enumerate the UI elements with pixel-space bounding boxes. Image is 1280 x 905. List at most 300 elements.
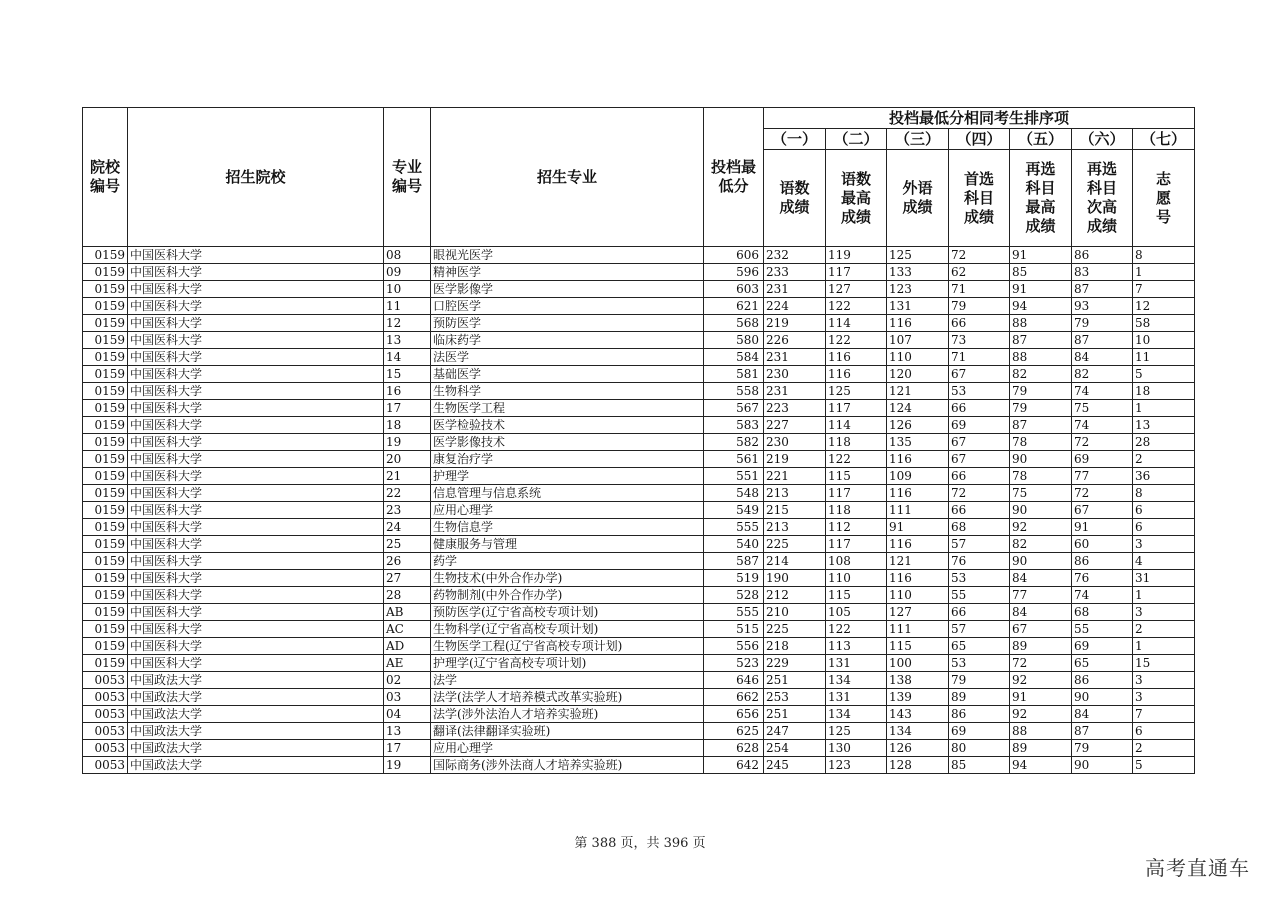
- school-name-cell: 中国医科大学: [128, 621, 384, 638]
- score-2-cell: 105: [826, 604, 887, 621]
- min-score-cell: 540: [704, 536, 764, 553]
- score-5-cell: 88: [1010, 349, 1072, 366]
- major-name-cell: 药物制剂(中外合作办学): [431, 587, 704, 604]
- school-name-cell: 中国政法大学: [128, 757, 384, 774]
- school-code-cell: 0159: [83, 655, 128, 672]
- score-3-cell: 139: [887, 689, 949, 706]
- score-6-cell: 90: [1072, 757, 1133, 774]
- score-1-cell: 231: [764, 383, 826, 400]
- school-code-cell: 0159: [83, 400, 128, 417]
- score-3-cell: 116: [887, 315, 949, 332]
- preference-cell: 3: [1133, 689, 1195, 706]
- score-2-cell: 122: [826, 298, 887, 315]
- score-1-cell: 230: [764, 434, 826, 451]
- score-1-cell: 245: [764, 757, 826, 774]
- score-5-cell: 94: [1010, 757, 1072, 774]
- major-name-cell: 口腔医学: [431, 298, 704, 315]
- min-score-cell: 596: [704, 264, 764, 281]
- header-major-code: 专业编号: [384, 108, 431, 247]
- major-code-cell: 04: [384, 706, 431, 723]
- score-5-cell: 92: [1010, 519, 1072, 536]
- score-6-cell: 74: [1072, 417, 1133, 434]
- major-name-cell: 法学(法学人才培养模式改革实验班): [431, 689, 704, 706]
- header-major-name: 招生专业: [431, 108, 704, 247]
- table-row: [83, 434, 1195, 451]
- major-name-cell: 生物科学(辽宁省高校专项计划): [431, 621, 704, 638]
- min-score-cell: 580: [704, 332, 764, 349]
- score-2-cell: 123: [826, 757, 887, 774]
- school-code-cell: 0159: [83, 281, 128, 298]
- school-name-cell: 中国医科大学: [128, 315, 384, 332]
- major-name-cell: 生物信息学: [431, 519, 704, 536]
- score-2-cell: 110: [826, 570, 887, 587]
- major-code-cell: AC: [384, 621, 431, 638]
- score-3-cell: 110: [887, 587, 949, 604]
- school-name-cell: 中国医科大学: [128, 570, 384, 587]
- score-2-cell: 113: [826, 638, 887, 655]
- preference-cell: 2: [1133, 740, 1195, 757]
- min-score-cell: 568: [704, 315, 764, 332]
- score-6-cell: 74: [1072, 587, 1133, 604]
- school-name-cell: 中国医科大学: [128, 366, 384, 383]
- school-code-cell: 0159: [83, 502, 128, 519]
- preference-cell: 18: [1133, 383, 1195, 400]
- major-code-cell: 13: [384, 332, 431, 349]
- score-4-cell: 66: [949, 502, 1010, 519]
- major-name-cell: 应用心理学: [431, 502, 704, 519]
- school-name-cell: 中国医科大学: [128, 383, 384, 400]
- score-2-cell: 117: [826, 264, 887, 281]
- score-5-cell: 94: [1010, 298, 1072, 315]
- school-code-cell: 0159: [83, 366, 128, 383]
- score-6-cell: 90: [1072, 689, 1133, 706]
- score-3-cell: 111: [887, 502, 949, 519]
- score-3-cell: 133: [887, 264, 949, 281]
- school-name-cell: 中国医科大学: [128, 485, 384, 502]
- score-3-cell: 121: [887, 553, 949, 570]
- header-min-score: 投档最低分: [704, 108, 764, 247]
- score-5-cell: 84: [1010, 604, 1072, 621]
- header-group: （三）: [887, 129, 949, 150]
- score-5-cell: 87: [1010, 332, 1072, 349]
- major-name-cell: 法医学: [431, 349, 704, 366]
- header-item: 志愿号: [1133, 150, 1195, 247]
- school-code-cell: 0159: [83, 349, 128, 366]
- preference-cell: 13: [1133, 417, 1195, 434]
- score-3-cell: 126: [887, 740, 949, 757]
- score-2-cell: 131: [826, 689, 887, 706]
- score-6-cell: 72: [1072, 434, 1133, 451]
- score-4-cell: 80: [949, 740, 1010, 757]
- table-header: [83, 108, 1195, 247]
- preference-cell: 4: [1133, 553, 1195, 570]
- table-body: [83, 247, 1195, 774]
- score-1-cell: 210: [764, 604, 826, 621]
- preference-cell: 8: [1133, 485, 1195, 502]
- header-item: 语数最高成绩: [826, 150, 887, 247]
- score-2-cell: 114: [826, 315, 887, 332]
- table-row: [83, 417, 1195, 434]
- preference-cell: 7: [1133, 281, 1195, 298]
- school-name-cell: 中国医科大学: [128, 468, 384, 485]
- score-4-cell: 53: [949, 570, 1010, 587]
- score-4-cell: 53: [949, 383, 1010, 400]
- score-1-cell: 229: [764, 655, 826, 672]
- table-row: [83, 349, 1195, 366]
- major-code-cell: 16: [384, 383, 431, 400]
- major-code-cell: 14: [384, 349, 431, 366]
- score-3-cell: 107: [887, 332, 949, 349]
- score-1-cell: 219: [764, 451, 826, 468]
- preference-cell: 1: [1133, 264, 1195, 281]
- min-score-cell: 646: [704, 672, 764, 689]
- score-3-cell: 116: [887, 536, 949, 553]
- score-4-cell: 66: [949, 604, 1010, 621]
- score-4-cell: 67: [949, 451, 1010, 468]
- school-code-cell: 0159: [83, 247, 128, 264]
- score-5-cell: 89: [1010, 638, 1072, 655]
- score-2-cell: 125: [826, 383, 887, 400]
- min-score-cell: 555: [704, 519, 764, 536]
- score-2-cell: 117: [826, 400, 887, 417]
- score-1-cell: 219: [764, 315, 826, 332]
- score-4-cell: 89: [949, 689, 1010, 706]
- score-3-cell: 135: [887, 434, 949, 451]
- min-score-cell: 558: [704, 383, 764, 400]
- score-4-cell: 67: [949, 434, 1010, 451]
- school-code-cell: 0159: [83, 434, 128, 451]
- min-score-cell: 606: [704, 247, 764, 264]
- score-2-cell: 116: [826, 349, 887, 366]
- score-6-cell: 75: [1072, 400, 1133, 417]
- major-code-cell: 20: [384, 451, 431, 468]
- score-4-cell: 71: [949, 349, 1010, 366]
- school-code-cell: 0159: [83, 553, 128, 570]
- school-code-cell: 0159: [83, 332, 128, 349]
- score-5-cell: 91: [1010, 247, 1072, 264]
- major-code-cell: 21: [384, 468, 431, 485]
- score-3-cell: 143: [887, 706, 949, 723]
- school-code-cell: 0159: [83, 587, 128, 604]
- school-name-cell: 中国政法大学: [128, 672, 384, 689]
- min-score-cell: 561: [704, 451, 764, 468]
- score-2-cell: 118: [826, 502, 887, 519]
- score-1-cell: 215: [764, 502, 826, 519]
- preference-cell: 5: [1133, 757, 1195, 774]
- preference-cell: 31: [1133, 570, 1195, 587]
- score-3-cell: 116: [887, 485, 949, 502]
- score-1-cell: 253: [764, 689, 826, 706]
- min-score-cell: 549: [704, 502, 764, 519]
- score-5-cell: 87: [1010, 417, 1072, 434]
- score-1-cell: 218: [764, 638, 826, 655]
- school-code-cell: 0159: [83, 536, 128, 553]
- min-score-cell: 583: [704, 417, 764, 434]
- major-name-cell: 生物技术(中外合作办学): [431, 570, 704, 587]
- header-item: 再选科目次高成绩: [1072, 150, 1133, 247]
- major-code-cell: 03: [384, 689, 431, 706]
- preference-cell: 58: [1133, 315, 1195, 332]
- major-code-cell: 23: [384, 502, 431, 519]
- major-code-cell: 10: [384, 281, 431, 298]
- school-code-cell: 0159: [83, 383, 128, 400]
- school-code-cell: 0053: [83, 689, 128, 706]
- school-name-cell: 中国医科大学: [128, 536, 384, 553]
- score-5-cell: 82: [1010, 536, 1072, 553]
- school-name-cell: 中国医科大学: [128, 451, 384, 468]
- major-code-cell: 12: [384, 315, 431, 332]
- major-code-cell: AE: [384, 655, 431, 672]
- score-5-cell: 88: [1010, 315, 1072, 332]
- preference-cell: 6: [1133, 519, 1195, 536]
- score-3-cell: 116: [887, 451, 949, 468]
- score-3-cell: 91: [887, 519, 949, 536]
- table-row: [83, 281, 1195, 298]
- major-code-cell: 09: [384, 264, 431, 281]
- score-5-cell: 77: [1010, 587, 1072, 604]
- score-3-cell: 123: [887, 281, 949, 298]
- score-3-cell: 109: [887, 468, 949, 485]
- table-row: [83, 451, 1195, 468]
- header-group: （五）: [1010, 129, 1072, 150]
- major-name-cell: 预防医学: [431, 315, 704, 332]
- score-5-cell: 79: [1010, 400, 1072, 417]
- school-name-cell: 中国医科大学: [128, 400, 384, 417]
- school-code-cell: 0159: [83, 417, 128, 434]
- school-name-cell: 中国医科大学: [128, 332, 384, 349]
- major-name-cell: 法学(涉外法治人才培养实验班): [431, 706, 704, 723]
- major-name-cell: 精神医学: [431, 264, 704, 281]
- admission-score-table: [82, 107, 1195, 774]
- major-name-cell: 生物科学: [431, 383, 704, 400]
- min-score-cell: 551: [704, 468, 764, 485]
- min-score-cell: 584: [704, 349, 764, 366]
- score-5-cell: 90: [1010, 451, 1072, 468]
- score-3-cell: 126: [887, 417, 949, 434]
- major-name-cell: 眼视光医学: [431, 247, 704, 264]
- header-item: 再选科目最高成绩: [1010, 150, 1072, 247]
- score-4-cell: 55: [949, 587, 1010, 604]
- header-item: 外语成绩: [887, 150, 949, 247]
- major-code-cell: 19: [384, 434, 431, 451]
- table-row: [83, 655, 1195, 672]
- score-2-cell: 118: [826, 434, 887, 451]
- school-code-cell: 0159: [83, 621, 128, 638]
- school-code-cell: 0159: [83, 570, 128, 587]
- min-score-cell: 548: [704, 485, 764, 502]
- min-score-cell: 582: [704, 434, 764, 451]
- preference-cell: 6: [1133, 723, 1195, 740]
- score-1-cell: 231: [764, 349, 826, 366]
- score-5-cell: 82: [1010, 366, 1072, 383]
- score-1-cell: 214: [764, 553, 826, 570]
- score-6-cell: 79: [1072, 740, 1133, 757]
- score-4-cell: 85: [949, 757, 1010, 774]
- score-5-cell: 79: [1010, 383, 1072, 400]
- score-3-cell: 110: [887, 349, 949, 366]
- score-5-cell: 90: [1010, 553, 1072, 570]
- score-4-cell: 76: [949, 553, 1010, 570]
- score-2-cell: 108: [826, 553, 887, 570]
- score-1-cell: 224: [764, 298, 826, 315]
- min-score-cell: 662: [704, 689, 764, 706]
- score-2-cell: 127: [826, 281, 887, 298]
- table-row: [83, 298, 1195, 315]
- header-group: （四）: [949, 129, 1010, 150]
- score-4-cell: 79: [949, 672, 1010, 689]
- score-4-cell: 57: [949, 536, 1010, 553]
- min-score-cell: 628: [704, 740, 764, 757]
- preference-cell: 5: [1133, 366, 1195, 383]
- score-4-cell: 71: [949, 281, 1010, 298]
- score-5-cell: 72: [1010, 655, 1072, 672]
- score-6-cell: 65: [1072, 655, 1133, 672]
- table-row: [83, 706, 1195, 723]
- min-score-cell: 587: [704, 553, 764, 570]
- table-row: [83, 315, 1195, 332]
- score-2-cell: 131: [826, 655, 887, 672]
- school-name-cell: 中国医科大学: [128, 655, 384, 672]
- score-4-cell: 62: [949, 264, 1010, 281]
- table-row: [83, 332, 1195, 349]
- major-code-cell: 24: [384, 519, 431, 536]
- preference-cell: 28: [1133, 434, 1195, 451]
- score-5-cell: 91: [1010, 689, 1072, 706]
- score-4-cell: 65: [949, 638, 1010, 655]
- school-code-cell: 0159: [83, 451, 128, 468]
- school-name-cell: 中国医科大学: [128, 264, 384, 281]
- score-3-cell: 111: [887, 621, 949, 638]
- school-name-cell: 中国医科大学: [128, 519, 384, 536]
- score-5-cell: 85: [1010, 264, 1072, 281]
- school-name-cell: 中国政法大学: [128, 740, 384, 757]
- major-name-cell: 预防医学(辽宁省高校专项计划): [431, 604, 704, 621]
- school-code-cell: 0053: [83, 757, 128, 774]
- score-4-cell: 57: [949, 621, 1010, 638]
- score-1-cell: 251: [764, 706, 826, 723]
- score-2-cell: 122: [826, 451, 887, 468]
- min-score-cell: 621: [704, 298, 764, 315]
- table-row: [83, 468, 1195, 485]
- score-6-cell: 55: [1072, 621, 1133, 638]
- preference-cell: 1: [1133, 638, 1195, 655]
- score-3-cell: 120: [887, 366, 949, 383]
- major-code-cell: AB: [384, 604, 431, 621]
- score-1-cell: 225: [764, 621, 826, 638]
- major-name-cell: 医学检验技术: [431, 417, 704, 434]
- school-code-cell: 0159: [83, 298, 128, 315]
- min-score-cell: 519: [704, 570, 764, 587]
- preference-cell: 6: [1133, 502, 1195, 519]
- score-4-cell: 69: [949, 723, 1010, 740]
- major-code-cell: 28: [384, 587, 431, 604]
- major-name-cell: 翻译(法律翻译实验班): [431, 723, 704, 740]
- score-1-cell: 225: [764, 536, 826, 553]
- preference-cell: 1: [1133, 587, 1195, 604]
- score-4-cell: 73: [949, 332, 1010, 349]
- school-name-cell: 中国医科大学: [128, 553, 384, 570]
- table-row: [83, 621, 1195, 638]
- table-row: [83, 400, 1195, 417]
- school-name-cell: 中国政法大学: [128, 689, 384, 706]
- score-1-cell: 190: [764, 570, 826, 587]
- table-row: [83, 723, 1195, 740]
- min-score-cell: 642: [704, 757, 764, 774]
- score-3-cell: 115: [887, 638, 949, 655]
- score-6-cell: 74: [1072, 383, 1133, 400]
- major-name-cell: 信息管理与信息系统: [431, 485, 704, 502]
- table-row: [83, 672, 1195, 689]
- score-5-cell: 92: [1010, 672, 1072, 689]
- school-code-cell: 0053: [83, 740, 128, 757]
- preference-cell: 8: [1133, 247, 1195, 264]
- score-6-cell: 79: [1072, 315, 1133, 332]
- school-name-cell: 中国政法大学: [128, 723, 384, 740]
- school-code-cell: 0159: [83, 638, 128, 655]
- score-5-cell: 75: [1010, 485, 1072, 502]
- score-3-cell: 127: [887, 604, 949, 621]
- score-6-cell: 87: [1072, 332, 1133, 349]
- score-4-cell: 86: [949, 706, 1010, 723]
- school-name-cell: 中国医科大学: [128, 587, 384, 604]
- score-4-cell: 66: [949, 400, 1010, 417]
- watermark: 高考直通车: [1145, 856, 1250, 880]
- preference-cell: 1: [1133, 400, 1195, 417]
- score-2-cell: 122: [826, 621, 887, 638]
- school-code-cell: 0053: [83, 672, 128, 689]
- score-6-cell: 69: [1072, 451, 1133, 468]
- major-code-cell: 13: [384, 723, 431, 740]
- header-school-code: 院校编号: [83, 108, 128, 247]
- score-6-cell: 76: [1072, 570, 1133, 587]
- score-6-cell: 77: [1072, 468, 1133, 485]
- major-name-cell: 药学: [431, 553, 704, 570]
- score-5-cell: 67: [1010, 621, 1072, 638]
- school-code-cell: 0159: [83, 485, 128, 502]
- school-name-cell: 中国医科大学: [128, 434, 384, 451]
- score-4-cell: 72: [949, 485, 1010, 502]
- score-6-cell: 86: [1072, 247, 1133, 264]
- major-name-cell: 护理学: [431, 468, 704, 485]
- score-3-cell: 138: [887, 672, 949, 689]
- major-code-cell: 19: [384, 757, 431, 774]
- score-5-cell: 92: [1010, 706, 1072, 723]
- major-name-cell: 临床药学: [431, 332, 704, 349]
- school-name-cell: 中国医科大学: [128, 349, 384, 366]
- score-1-cell: 213: [764, 519, 826, 536]
- major-code-cell: 11: [384, 298, 431, 315]
- score-4-cell: 53: [949, 655, 1010, 672]
- score-6-cell: 86: [1072, 553, 1133, 570]
- preference-cell: 3: [1133, 604, 1195, 621]
- score-1-cell: 221: [764, 468, 826, 485]
- score-1-cell: 233: [764, 264, 826, 281]
- table-row: [83, 264, 1195, 281]
- score-3-cell: 116: [887, 570, 949, 587]
- score-4-cell: 68: [949, 519, 1010, 536]
- major-name-cell: 法学: [431, 672, 704, 689]
- preference-cell: 10: [1133, 332, 1195, 349]
- major-code-cell: 15: [384, 366, 431, 383]
- score-2-cell: 112: [826, 519, 887, 536]
- score-3-cell: 134: [887, 723, 949, 740]
- table-row: [83, 485, 1195, 502]
- score-2-cell: 114: [826, 417, 887, 434]
- major-code-cell: AD: [384, 638, 431, 655]
- school-name-cell: 中国医科大学: [128, 638, 384, 655]
- score-4-cell: 67: [949, 366, 1010, 383]
- preference-cell: 2: [1133, 621, 1195, 638]
